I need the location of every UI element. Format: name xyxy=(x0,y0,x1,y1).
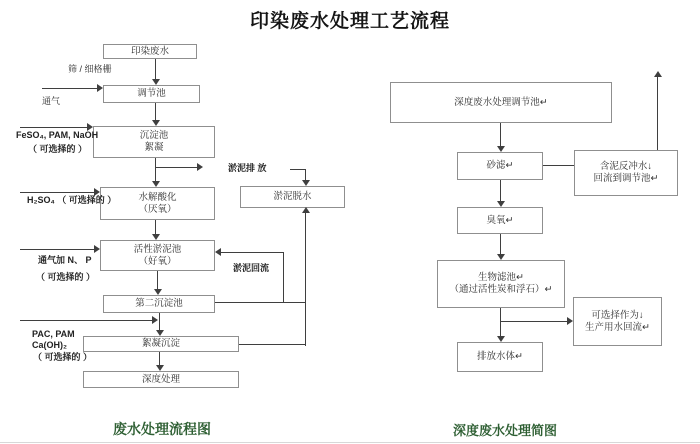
node-label: （好氧） xyxy=(138,255,177,267)
node-ozone xyxy=(457,207,543,234)
node-water-reuse xyxy=(573,297,662,346)
connector-ozone-biofilter xyxy=(500,234,501,255)
node-label: 含泥反冲水↓ xyxy=(599,161,653,172)
node-label: 生物滤池↵ xyxy=(478,272,524,283)
label-pac-optional: （ 可选择的 ） xyxy=(33,352,93,362)
arrowhead-left xyxy=(215,248,221,256)
connector-influent-regulating xyxy=(155,59,156,81)
node-label: 深度废水处理调节池↵ xyxy=(454,96,548,108)
page-title: 印染废水处理工艺流程 xyxy=(249,11,450,32)
label-sludge-discharge: 淤泥排 放 xyxy=(228,163,267,173)
label-caoh2: Ca(OH)₂ xyxy=(32,340,67,350)
node-advanced-treatment xyxy=(83,371,239,388)
connector-sandfilter-backwash xyxy=(543,165,574,166)
node-label: 活性淤泥池 xyxy=(133,243,182,255)
node-label: 沉淀池 xyxy=(139,130,169,141)
branch-sludge-discharge-line xyxy=(156,167,198,168)
node-label: 可选择作为↓ xyxy=(591,309,644,321)
feed-h2so4-line xyxy=(20,192,95,193)
node-biofilter xyxy=(437,260,565,308)
label-screen: 筛 / 细格栅 xyxy=(68,64,112,74)
node-label: 深度处理 xyxy=(141,373,180,385)
connector-sedimentation-hydrolysis xyxy=(155,158,156,182)
node-hydrolysis-acidification xyxy=(100,187,215,220)
connector-biofilter-discharge xyxy=(500,308,501,337)
node-label: 淤泥脱水 xyxy=(273,191,312,202)
connector-hydrolysis-activated xyxy=(155,220,156,235)
label-feso4: FeSO₄, PAM, NaOH xyxy=(16,130,99,140)
arrowhead-right xyxy=(87,123,93,131)
dewatering-topfeed-hline xyxy=(290,169,306,170)
flocculation-out-hline xyxy=(239,344,305,345)
connector-activated-secondary xyxy=(157,271,158,290)
arrowhead-down xyxy=(152,181,160,187)
feed-aeration-line xyxy=(42,88,97,89)
node-label: 回流到调节池↵ xyxy=(593,173,659,184)
node-label: 水解酸化 xyxy=(138,191,177,203)
node-label: 砂滤↵ xyxy=(486,160,514,171)
node-label: 臭氧↵ xyxy=(486,214,514,226)
arrowhead-right xyxy=(94,245,100,253)
label-feso4-optional: （ 可选择的 ） xyxy=(28,144,88,154)
feed-feso4-line xyxy=(20,127,88,128)
left-chart-caption: 废水处理流程图 xyxy=(113,421,211,437)
node-label: 印染废水 xyxy=(130,45,169,57)
return-riser-vline xyxy=(283,252,284,303)
node-regulating-tank xyxy=(103,85,200,103)
arrowhead-down xyxy=(152,120,160,126)
node-sludge-dewatering xyxy=(240,186,345,208)
node-label: 排放水体↵ xyxy=(477,351,523,362)
connector-sandfilter-ozone xyxy=(500,180,501,202)
arrowhead-down xyxy=(497,146,505,152)
backwash-return-vline xyxy=(657,77,658,150)
node-sand-filter xyxy=(457,152,543,180)
image-bottom-border xyxy=(0,442,700,443)
arrowhead-right xyxy=(94,188,100,196)
arrowhead-down xyxy=(497,201,505,207)
label-sludge-return: 淤泥回流 xyxy=(233,263,270,273)
right-chart-caption: 深度废水处理简图 xyxy=(453,423,558,438)
feed-pac-line xyxy=(20,320,154,321)
connector-regulating-sedimentation xyxy=(155,103,156,121)
label-np-optional: （ 可选择的 ） xyxy=(36,272,96,282)
node-label: （通过活性炭和浮石）↵ xyxy=(449,284,553,295)
node-influent xyxy=(103,44,197,59)
node-label: 絮凝沉淀 xyxy=(141,338,180,349)
arrowhead-down xyxy=(302,180,310,186)
node-backwash-return xyxy=(574,150,678,196)
label-pac-pam: PAC, PAM xyxy=(32,329,75,339)
arrowhead-down xyxy=(152,234,160,240)
node-secondary-sedimentation xyxy=(103,295,215,313)
node-flocculation-sedimentation xyxy=(83,336,239,352)
arrowhead-down xyxy=(154,289,162,295)
secondary-out-hline xyxy=(215,302,306,303)
arrowhead-down xyxy=(156,330,164,336)
arrowhead-down xyxy=(497,336,505,342)
arrowhead-up xyxy=(654,71,662,77)
connector-secondary-flocculation xyxy=(159,313,160,331)
return-hline xyxy=(219,252,283,253)
label-aeration: 通气 xyxy=(42,96,61,106)
node-discharge-water xyxy=(457,342,543,372)
node-deep-regulating-tank xyxy=(390,82,612,123)
arrowhead-right xyxy=(97,84,103,92)
node-label: （厌氧） xyxy=(138,203,177,215)
connector-flocculation-advanced xyxy=(159,352,160,366)
arrowhead-right xyxy=(197,163,203,171)
connector-regulating-sandfilter xyxy=(500,123,501,147)
arrowhead-right xyxy=(152,316,158,324)
feed-np-line xyxy=(20,249,95,250)
node-label: 第二沉淀池 xyxy=(135,298,183,309)
arrowhead-down xyxy=(152,79,160,85)
branch-reuse-line xyxy=(500,321,568,322)
dewatering-riser-vline xyxy=(305,212,306,346)
label-h2so4: H₂SO₄ （ 可选择的 ） xyxy=(27,195,117,205)
node-label: 絮凝 xyxy=(144,142,164,153)
label-aeration-np: 通气加 N、 P xyxy=(38,255,92,265)
arrowhead-down xyxy=(497,254,505,260)
node-sedimentation-tank xyxy=(93,126,215,158)
node-activated-sludge-tank xyxy=(100,240,215,271)
arrowhead-right xyxy=(567,317,573,325)
arrowhead-down xyxy=(156,365,164,371)
arrowhead-up xyxy=(302,207,310,213)
node-label: 调节池 xyxy=(137,88,166,99)
node-label: 生产用水回流↵ xyxy=(585,321,650,333)
